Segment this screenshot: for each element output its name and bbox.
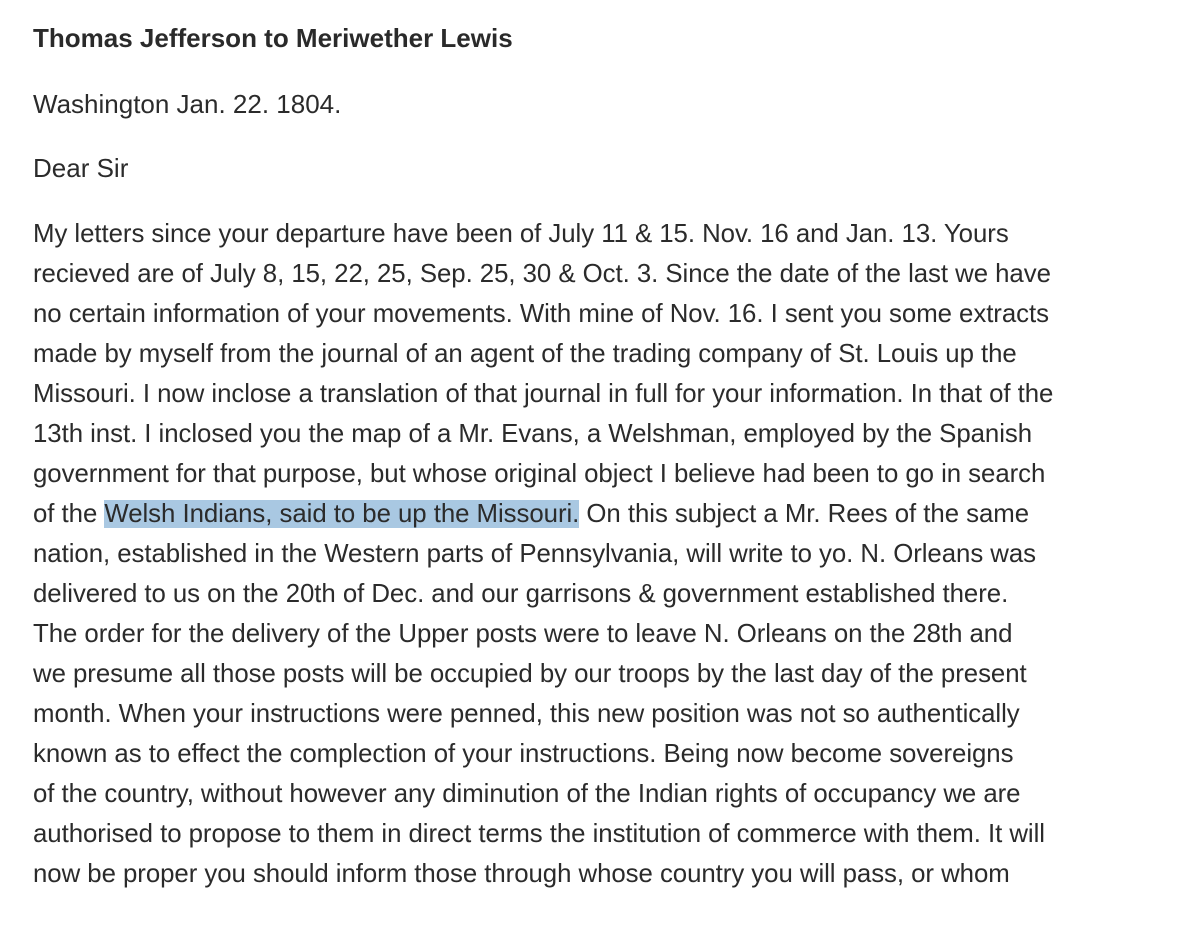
- text-before-selection[interactable]: of the: [33, 500, 105, 528]
- body-line[interactable]: now be proper you should inform those through whose country you will pass, or whom: [33, 860, 1010, 888]
- body-line[interactable]: The order for the delivery of the Upper posts were to leave N. Orleans on the 28th and: [33, 620, 1013, 648]
- letter-document: [33, 20, 1193, 894]
- body-line-with-selection[interactable]: [33, 494, 1193, 534]
- body-line[interactable]: My letters since your departure have been of July 11 & 15. Nov. 16 and Jan. 13. Yours: [33, 220, 1009, 248]
- body-line[interactable]: Missouri. I now inclose a translation of that journal in full for your information. In that of the: [33, 380, 1054, 408]
- body-line[interactable]: recieved are of July 8, 15, 22, 25, Sep. 25, 30 & Oct. 3. Since the date of the last we have: [33, 260, 1051, 288]
- body-line[interactable]: known as to effect the complection of your instructions. Being now become sovereigns: [33, 740, 1014, 768]
- body-line[interactable]: delivered to us on the 20th of Dec. and our garrisons & government established there.: [33, 580, 1009, 608]
- body-line[interactable]: government for that purpose, but whose original object I believe had been to go in search: [33, 460, 1046, 488]
- letter-body[interactable]: [33, 214, 1193, 894]
- body-line[interactable]: we presume all those posts will be occupied by our troops by the last day of the present: [33, 660, 1027, 688]
- body-line[interactable]: 13th inst. I inclosed you the map of a Mr. Evans, a Welshman, employed by the Spanish: [33, 420, 1033, 448]
- body-line[interactable]: month. When your instructions were penned, this new position was not so authentically: [33, 700, 1020, 728]
- body-line[interactable]: nation, established in the Western parts of Pennsylvania, will write to yo. N. Orleans was: [33, 540, 1037, 568]
- letter-date: Washington Jan. 22. 1804.: [33, 89, 342, 119]
- body-line[interactable]: authorised to propose to them in direct terms the institution of commerce with them. It will: [33, 820, 1045, 848]
- selected-text[interactable]: Welsh Indians, said to be up the Missouri.: [104, 500, 580, 528]
- letter-title: Thomas Jefferson to Meriwether Lewis: [33, 23, 513, 53]
- body-line[interactable]: made by myself from the journal of an agent of the trading company of St. Louis up the: [33, 340, 1017, 368]
- body-line[interactable]: of the country, without however any diminution of the Indian rights of occupancy we are: [33, 780, 1021, 808]
- body-line[interactable]: no certain information of your movements. With mine of Nov. 16. I sent you some extracts: [33, 300, 1049, 328]
- letter-salutation: Dear Sir: [33, 153, 129, 183]
- text-after-selection[interactable]: On this subject a Mr. Rees of the same: [579, 500, 1029, 528]
